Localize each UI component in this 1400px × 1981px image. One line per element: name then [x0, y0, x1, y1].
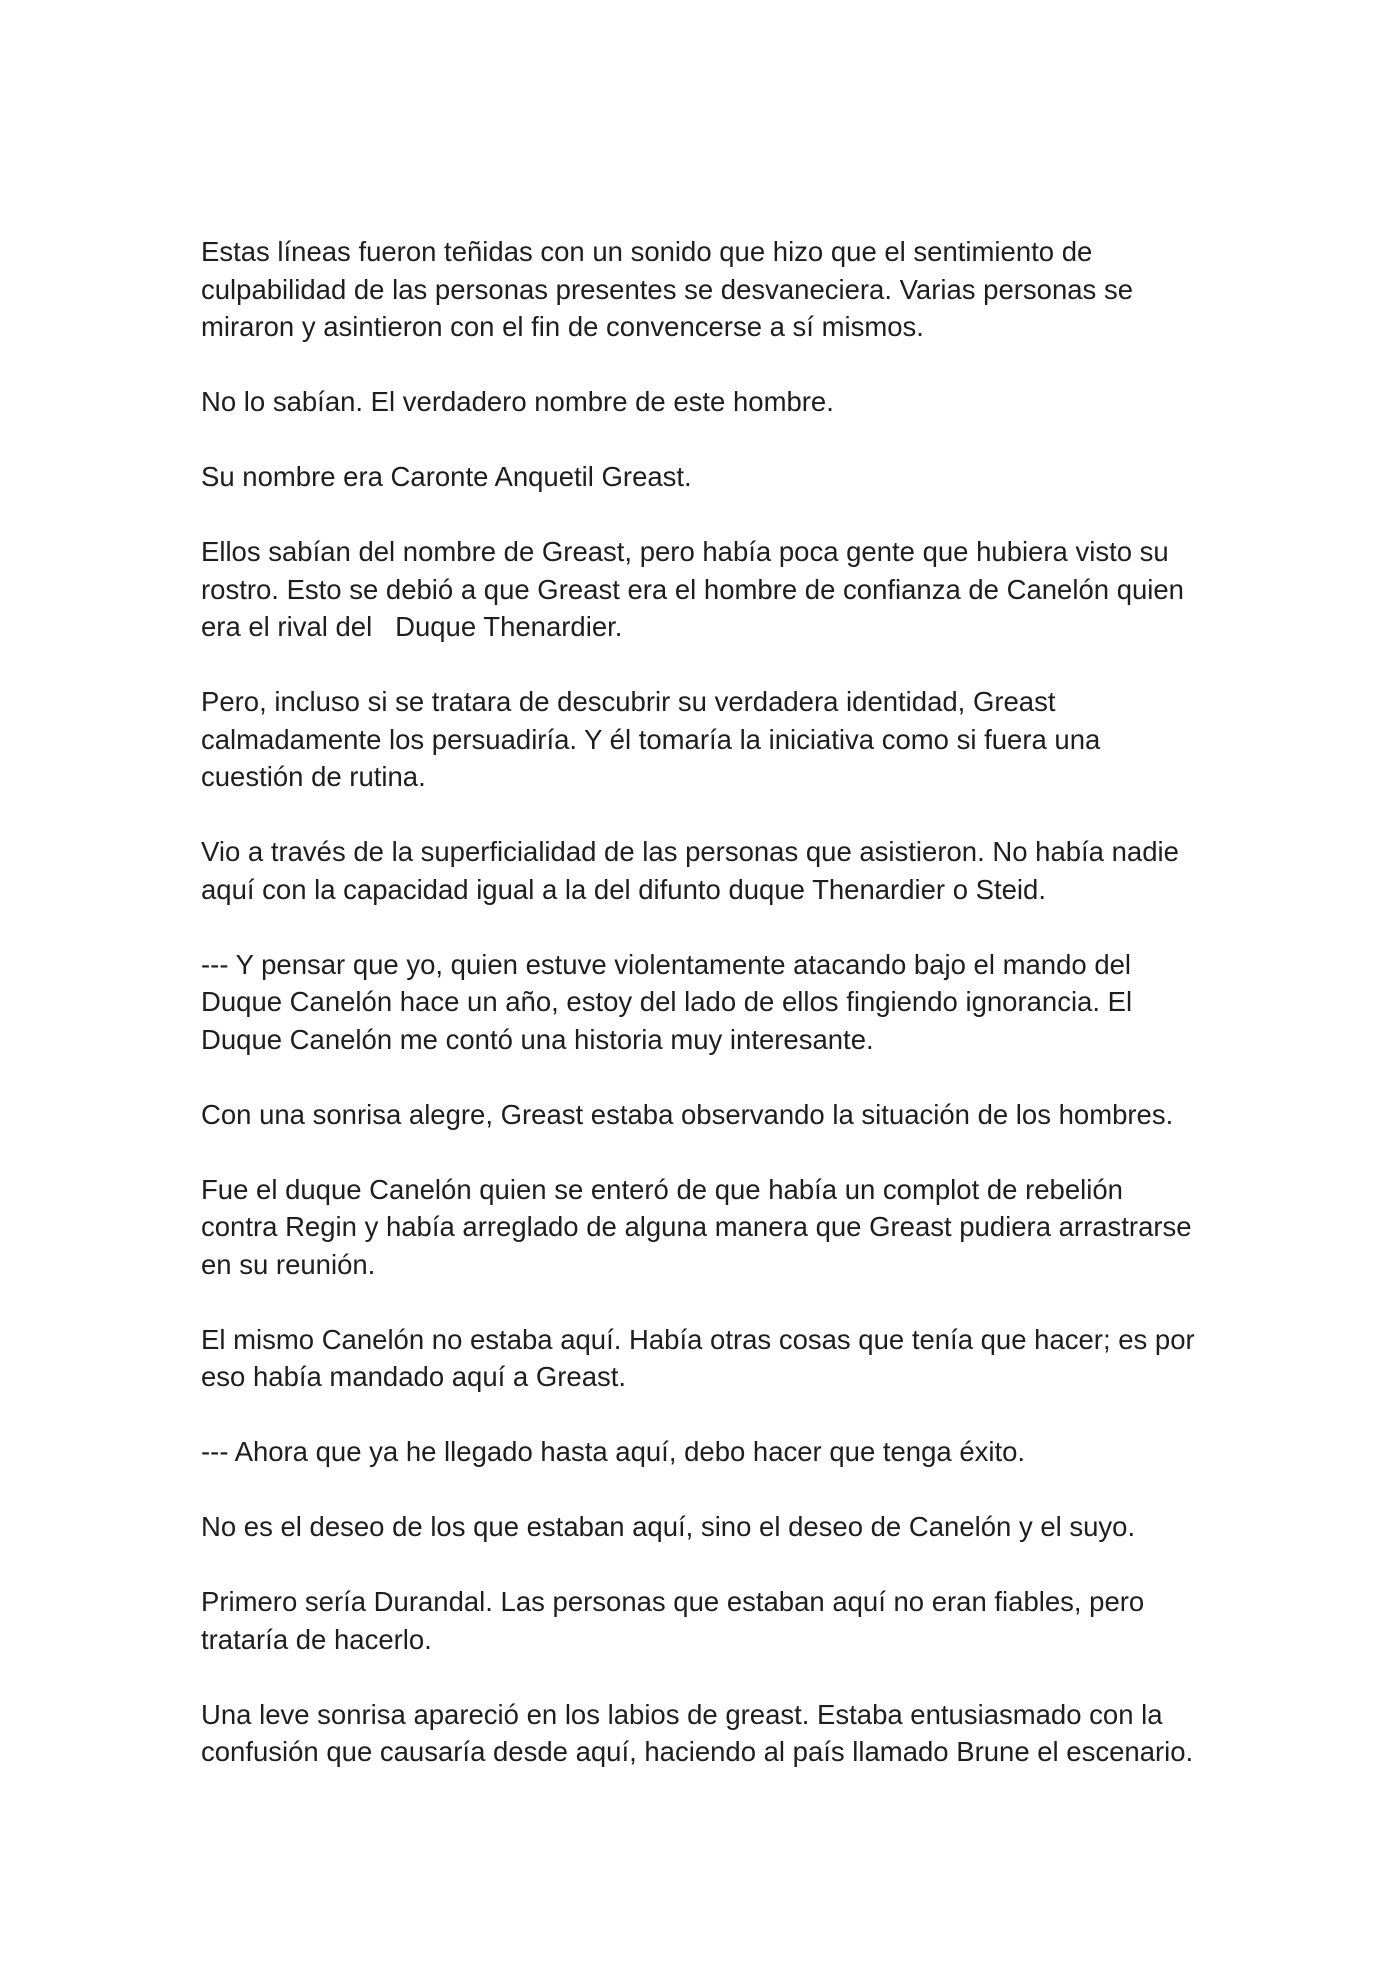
paragraph-8: Con una sonrisa alegre, Greast estaba observando la situación de los hombres. [201, 1098, 1174, 1130]
paragraph-1: Estas líneas fueron teñidas con un sonido que hizo que el sentimiento de culpabilidad de las personas presentes se desvaneciera. Varias personas se miraron y asintieron con el fin de convencerse a sí mismos. [201, 236, 1133, 342]
paragraph-11: --- Ahora que ya he llegado hasta aquí, debo hacer que tenga éxito. [201, 1436, 1026, 1467]
paragraph-3: Su nombre era Caronte Anquetil Greast. [201, 461, 692, 492]
paragraph-7: --- Y pensar que yo, quien estuve violentamente atacando bajo el mando del Duque Canelón hace un año, estoy del lado de ellos fingiendo ignorancia. El Duque Canelón me contó una historia muy interesante. [201, 948, 1133, 1055]
paragraph-12: No es el deseo de los que estaban aquí, sino el deseo de Canelón y el suyo. [201, 1511, 1136, 1542]
paragraph-9: Fue el duque Canelón quien se enteró de que había un complot de rebelión contra Regin y había arreglado de alguna manera que Greast pudiera arrastrarse en su reunión. [201, 1173, 1192, 1280]
paragraph-4: Ellos sabían del nombre de Greast, pero había poca gente que hubiera visto su rostro. Esto se debió a que Greast era el hombre de confianza de Canelón quien era el rival del Duque Thenardier. [201, 536, 1184, 642]
paragraph-6: Vio a través de la superficialidad de las personas que asistieron. No había nadie aquí con la capacidad igual a la del difunto duque Thenardier o Steid. [201, 836, 1179, 905]
paragraph-5: Pero, incluso si se tratara de descubrir su verdadera identidad, Greast calmadamente los persuadiría. Y él tomaría la iniciativa como si fuera una cuestión de rutina. [201, 686, 1101, 792]
paragraph-10: El mismo Canelón no estaba aquí. Había otras cosas que tenía que hacer; es por eso había mandado aquí a Greast. [201, 1323, 1195, 1392]
body-text [201, 233, 1211, 1771]
paragraph-2: No lo sabían. El verdadero nombre de este hombre. [201, 386, 834, 417]
paragraph-13: Primero sería Durandal. Las personas que estaban aquí no eran fiables, pero trataría de hacerlo. [201, 1586, 1145, 1655]
paragraph-14: Una leve sonrisa apareció en los labios de greast. Estaba entusiasmado con la confusión que causaría desde aquí, haciendo al país llamado Brune el escenario. [201, 1698, 1194, 1767]
